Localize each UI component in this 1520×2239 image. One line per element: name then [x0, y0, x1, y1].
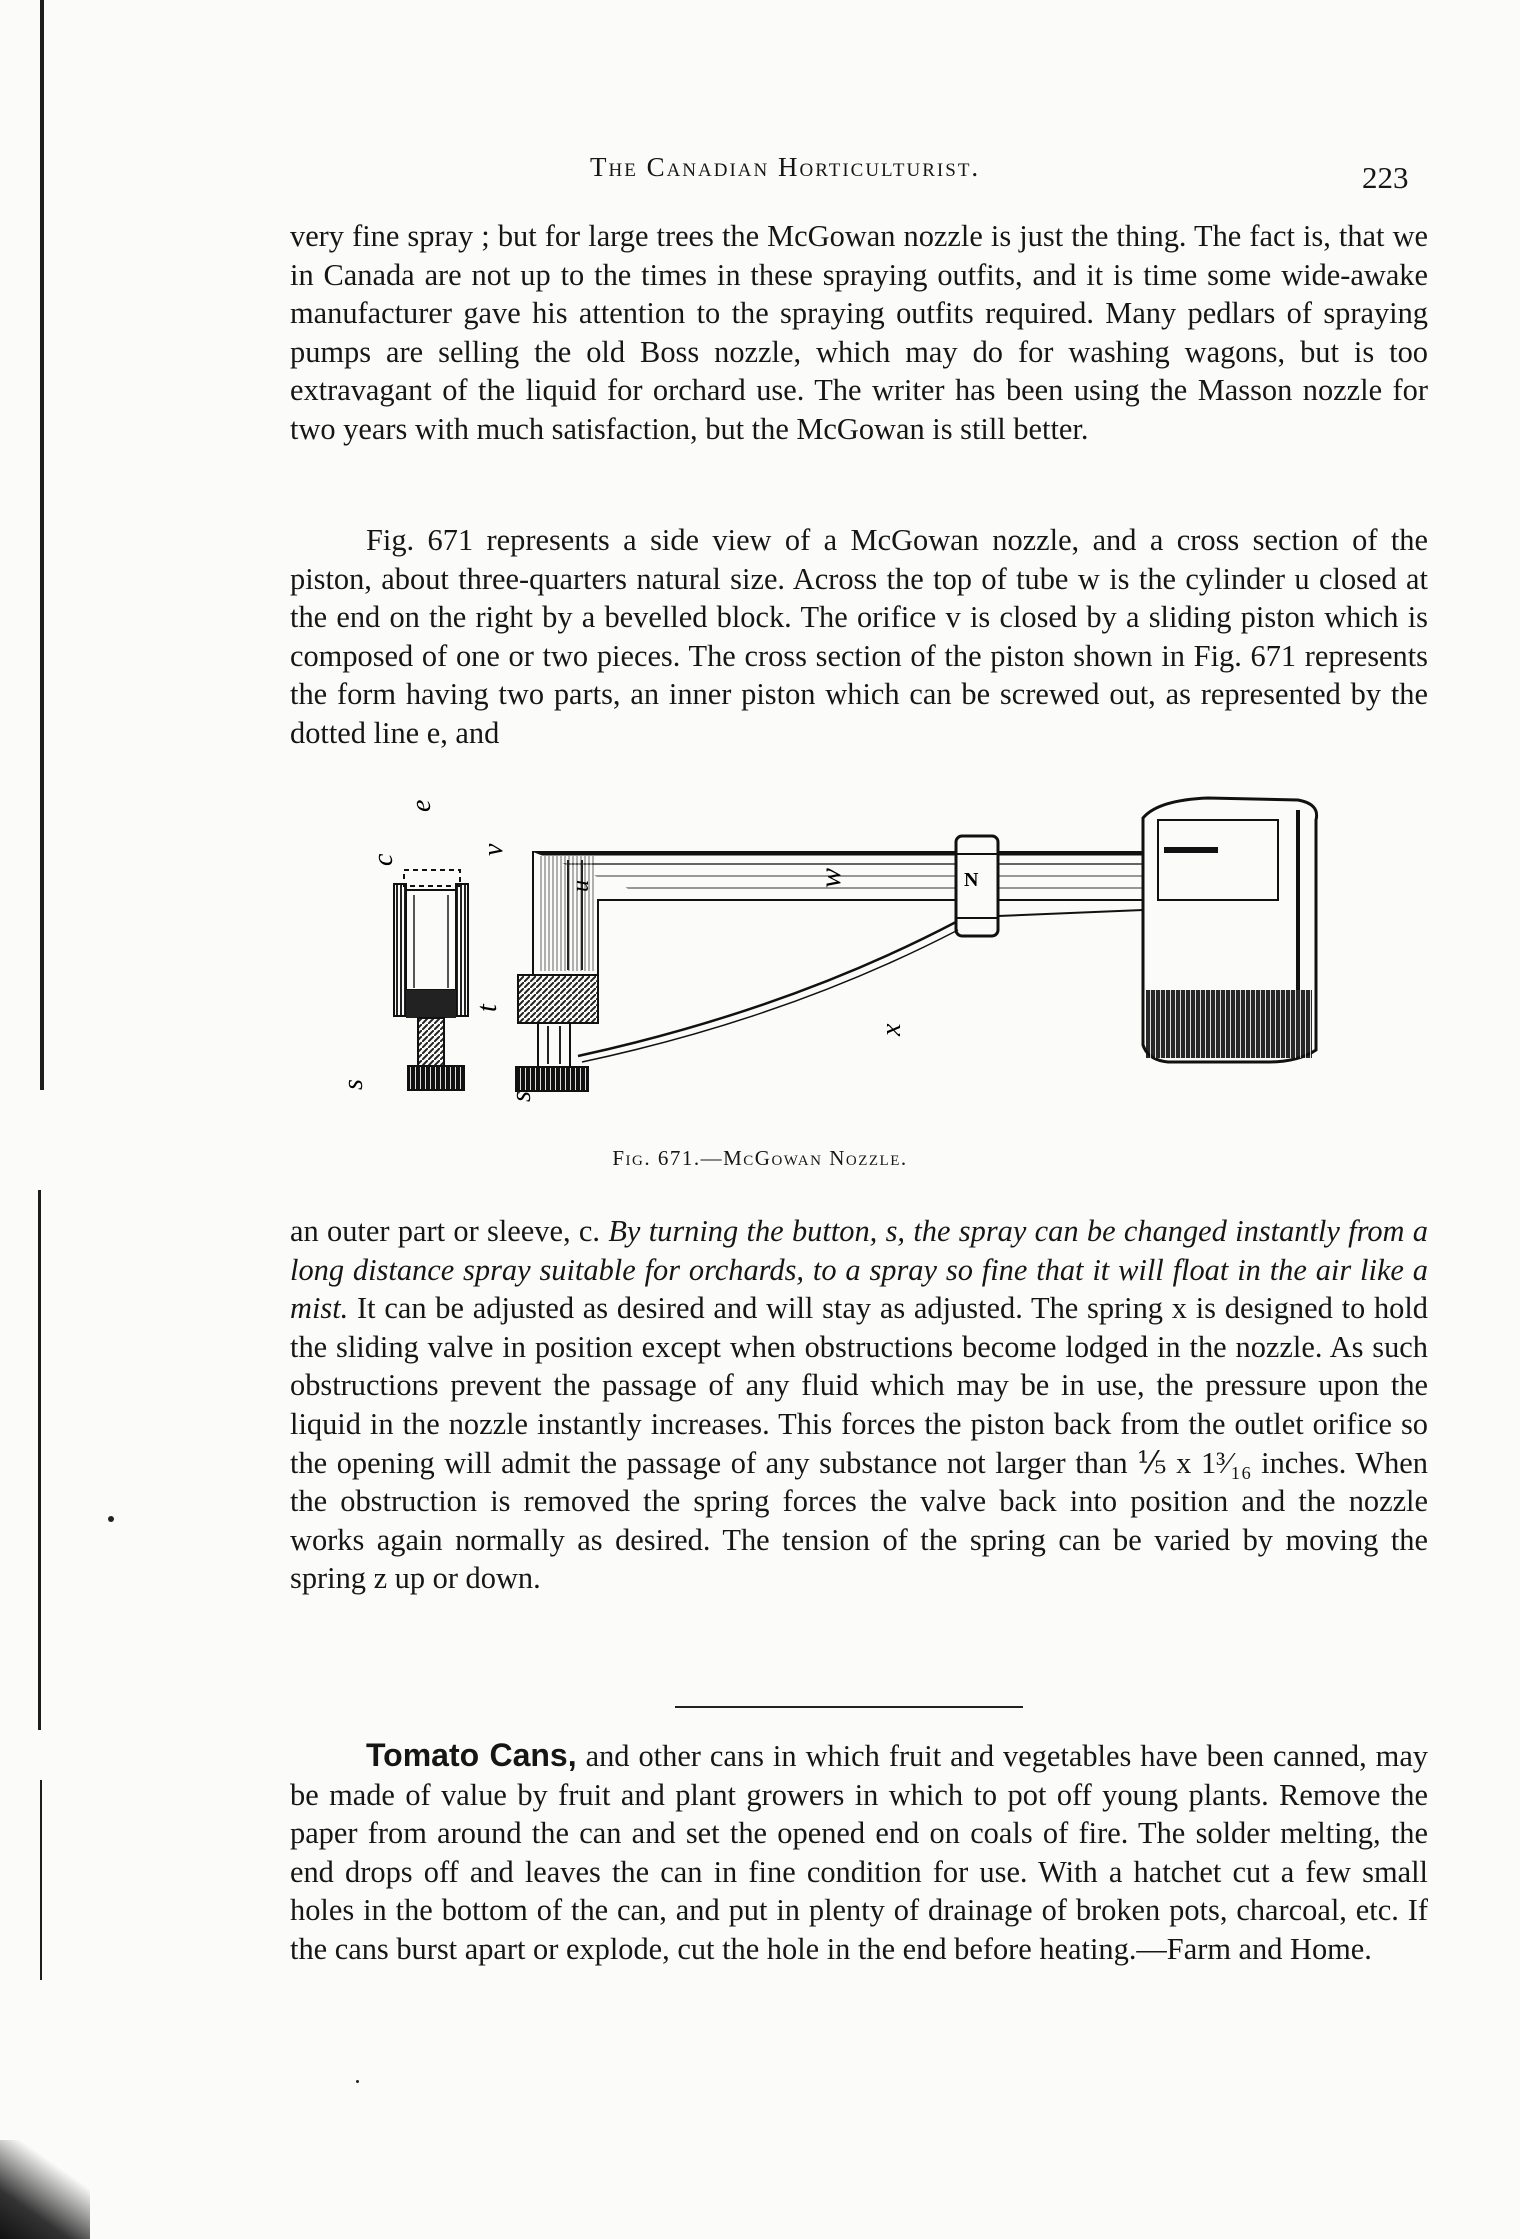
binding-edge-mark — [40, 1780, 42, 1980]
binding-edge-mark — [38, 1190, 41, 1730]
running-header: The Canadian Horticulturist. — [590, 152, 981, 182]
label-n: N — [964, 869, 979, 891]
figure-caption: Fig. 671.—McGowan Nozzle. — [612, 1146, 908, 1170]
speck — [356, 2080, 359, 2083]
label-u: u — [568, 880, 594, 892]
label-c: c — [368, 853, 399, 866]
paragraph-lead-heading: Tomato Cans, — [366, 1737, 577, 1773]
page-number: 223 — [1362, 160, 1409, 195]
paragraph-tomato-cans — [290, 1736, 1428, 1969]
paragraph-body: and other cans in which fruit and vegetables have been canned, may be made of value by fruit and plant growers in which to pot off young plants. Remove the paper from around the can and set the opened end on coals of fire. The solder melting, the end drops off and leaves the can in fine condition for use. With a hatchet cut a few small holes in the bottom of the can, and put in plenty of drainage of broken pots, charcoal, etc. If the cans burst apart or explode, cut the hole in the end before heating.—Farm and Home. — [290, 1739, 1428, 1966]
mcgowan-nozzle-figure — [338, 790, 1380, 1130]
label-e: e — [406, 799, 437, 812]
label-v: v — [478, 843, 509, 856]
paragraph-continued — [290, 217, 1428, 449]
paragraph-text — [290, 1212, 1428, 1598]
paragraph-rest: It can be adjusted as desired and will stay as adjusted. The spring x is designed to hold the sliding valve in position except when obstructions become lodged in the nozzle. As such obstructions prevent the passage of any fluid which may be in use, the pressure upon the liquid in the nozzle instantly increases. This forces the piston back from the outlet orifice so the opening will admit the passage of any substance not larger than ⅕ x 1³⁄₁₆ inches. When the obstruction is removed the spring forces the valve back into position and the nozzle works again normally as desired. The tension of the spring can be varied by moving the spring z up or down. — [290, 1291, 1428, 1596]
label-s-right: s — [506, 1091, 537, 1102]
page-corner-shadow — [0, 2140, 90, 2239]
label-s-left: s — [338, 1079, 369, 1090]
mcgowan-nozzle-illustration — [338, 790, 1380, 1130]
section-divider — [675, 1706, 1023, 1708]
paragraph-nozzle-operation — [290, 1212, 1428, 1598]
paragraph-text — [290, 1736, 1428, 1969]
binding-edge-mark — [40, 0, 44, 1090]
label-w: w — [814, 867, 847, 888]
piston-cross-section — [394, 870, 468, 1090]
label-t: t — [472, 1004, 503, 1012]
speck — [108, 1516, 114, 1522]
paragraph-text: very fine spray ; but for large trees the McGowan nozzle is just the thing. The fact is, that we in Canada are not up to the times in these spraying outfits, and it is time some wide-awake manufacturer gave his attention to the spraying outfits required. Many pedlars of spraying pumps are selling the old Boss nozzle, which may do for washing wagons, but is too extravagant of the liquid for orchard use. The writer has been using the Masson nozzle for two years with much satisfaction, but the McGowan is still better. — [290, 219, 1428, 446]
label-x: x — [876, 1023, 907, 1036]
italic-emphasis: By turning the button, s, the spray can be changed instantly from a long distance spray suitable for orchards, to a spray so fine that it will float in the air like a mist. — [290, 1214, 1428, 1326]
paragraph-start: an outer part or sleeve, c. — [290, 1214, 609, 1248]
paragraph-figure-description — [290, 521, 1428, 753]
nozzle-side-view — [516, 798, 1317, 1091]
paragraph-text: Fig. 671 represents a side view of a McGowan nozzle, and a cross section of the piston, about three-quarters natural size. Across the top of tube w is the cylinder u closed at the end on the right by a bevelled block. The orifice v is closed by a sliding piston which is composed of one or two pieces. The cross section of the piston shown in Fig. 671 represents the form having two parts, an inner piston which can be screwed out, as represented by the dotted line e, and — [290, 523, 1428, 750]
